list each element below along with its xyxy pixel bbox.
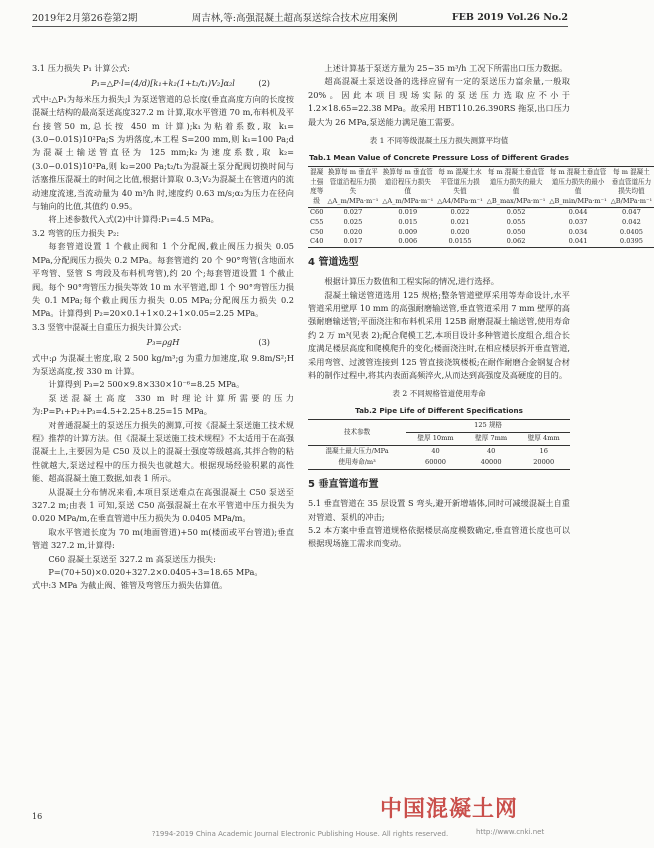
table-cell: 0.020 [343, 227, 363, 236]
table-cell: 60000 [425, 458, 446, 467]
paragraph: 取水平管道长度为 70 m(地面管道)+50 m(楼面或平台管道);垂直管道 327.2 m,计算得: [32, 526, 294, 551]
table-cell: 0.0395 [619, 237, 643, 246]
table-cell: 0.047 [622, 208, 641, 217]
paragraph: 根据计算压力数值和工程实际的情况,进行选择。 [324, 276, 499, 287]
table-1-caption-cn: 表 1 不同等级混凝土压力损失测算平均值 [369, 136, 509, 146]
table-cell: 0.042 [622, 218, 641, 226]
paragraph: 将上述参数代入式(2)中计算得:P₁=4.5 MPa。 [48, 214, 219, 225]
equation-2 [32, 77, 294, 90]
paragraph: P=(70+50)×0.020+327.2×0.0405+3=18.65 MPa。 [48, 567, 263, 578]
paragraph: 5.2 本方案中垂直管道规格依据楼层高度模数确定,垂直管道长度也可以根据现场施工需求而变动。 [308, 525, 570, 549]
paragraph: 上述计算基于泵送方量为 25~35 m³/h 工况下所需出口压力数据。 [324, 63, 568, 73]
header-issue: 2019年2月第26卷第2期 [32, 13, 138, 24]
table-cell: 0.006 [398, 237, 418, 246]
table-1-header: 每 m 混凝土垂直管道压力损失的最小值△B_min/MPa·m⁻¹ [547, 167, 608, 208]
table-cell: 0.020 [450, 227, 470, 236]
table-cell: 0.022 [450, 208, 470, 217]
table-cell: 0.019 [398, 208, 418, 217]
table-2-param-header: 技术参数 [308, 420, 406, 445]
table-cell: 16 [539, 446, 548, 455]
table-cell: 0.009 [398, 227, 418, 236]
paragraph: 混凝土输送管道选用 125 规格;整条管道壁厚采用等寿命设计,水平管道采用壁厚 10 mm 的高强耐磨输送管,垂直管道采用 7 mm 壁厚的高强耐磨输送管;平面浇注和布料机采用 125B 耐磨混凝土输送管,使用寿命约 2 万 m³(见表 2);配合爬模工艺,本项目设计多种管道长度组合,组合长度满足楼层高度和爬模爬升的变化;楼面浇注时,在相应楼层拆开垂直管道,采用弯管、过渡管连接到 125 管直接浇筑楼板;在耐作耐磨合金钢复合材料的制作过程中,将其内表面高频淬火,从而达到高强度及高硬度的目的。 [308, 289, 570, 381]
header-volume: FEB 2019 Vol.26 No.2 [451, 11, 568, 23]
table-cell: 0.044 [568, 208, 588, 217]
table-row [308, 237, 654, 247]
table-row [308, 228, 654, 238]
section-4-title: 4 管道选型 [308, 256, 359, 268]
header-title: 周吉林,等:高强混凝土超高泵送综合技术应用案例 [191, 13, 398, 24]
table-cell: 0.027 [343, 208, 363, 217]
table-row [308, 445, 570, 457]
table-1-header: 换算每 m 垂直管道沿程压力损失值△A_m/MPa·m⁻¹ [380, 167, 435, 208]
paragraph: 式中:3 MPa 为截止阀、锥管及弯管压力损失估算值。 [32, 580, 228, 591]
table-cell: 0.021 [450, 218, 470, 226]
paragraph: 计算得到 P₃=2 500×9.8×330×10⁻⁶=8.25 MPa。 [48, 379, 245, 390]
paragraph: 式中:△P₁为每米压力损失;l 为泵送管道的总长度(垂直高度方向的长度按混凝土结构的最高泵送高度327.2 m 计算,取水平管道 70 m,布料机及平台接管50 m,总长按 450 m 计算);k₁为粘着系数,取 k₁=(3.0−0.01S)10²Pa;S 为坍落度,本工程 S=200 mm,则 k₁=100 Pa;d 为混凝土输送管直径为 125 mm;k₂为速度系数,取 k₂=(3.0−0.01S)10²Pa,则 k₂=200 Pa;t₂/t₁为混凝土泵分配阀切换时间与活塞推压混凝土的时间之比值,根据计算取 0.3;V₂为混凝土在管道内的流动速度流速,当流动量为 40 m³/h 时,速度约 0.63 m/s;α₂为压力在径向与轴向的比值,其值约 0.95。 [32, 93, 294, 212]
table-2-caption-cn: 表 2 不同规格管道使用寿命 [392, 389, 486, 399]
table-1-header: 每 m 混凝土垂直管道压力损失均值△B/MPa·m⁻¹ [609, 167, 654, 208]
table-cell: 40 [431, 446, 440, 455]
paragraph: 从混凝土分布情况来看,本项目泵送难点在高强混凝土 C50 泵送至 327.2 m;由表 1 可知,泵送 C50 高强混凝土在水平管道中压力损失为 0.020 MPa/m,在垂直管道中压力损失为 0.0405 MPa/m。 [32, 486, 294, 524]
running-header [32, 8, 568, 27]
table-cell: 0.0155 [448, 237, 472, 246]
table-2-subheader: 壁厚 4mm [517, 433, 570, 446]
paragraph: 对普通混凝土的泵送压力损失的测算,可按《混凝土泵送施工技术规程》推荐的计算方法。但《混凝土泵送施工技术规程》不太适用于在高强混凝土上,主要因为是 C50 及以上的混凝土强度等级越高,其拌合物的粘性就越大,泵送过程中的压力损失也就越大。根据现场经验积累的高性能、超高混凝土施工数据,如表 1 所示。 [32, 419, 295, 484]
table-2-subheader: 壁厚 10mm [406, 433, 465, 446]
table-cell: 40000 [480, 458, 502, 467]
watermark-logo: 中国混凝土网 [380, 797, 519, 822]
copyright-notice: ?1994-2019 China Academic Journal Electronic Publishing House. All rights reserved. [151, 830, 449, 838]
table-1-caption-en: Tab.1 Mean Value of Concrete Pressure Loss of Different Grades [309, 153, 569, 163]
table-cell: 40 [486, 446, 496, 455]
table-cell: 0.062 [506, 237, 526, 246]
equation-3-number: (3) [258, 337, 270, 348]
table-1-header: 每 m 混凝土水平管道压力损失值△A4/MPa·m⁻¹ [435, 167, 485, 208]
table-2-caption-en: Tab.2 Pipe Life of Different Specifications [355, 406, 523, 416]
page-number: 16 [32, 812, 43, 821]
table-cell: 0.034 [568, 227, 588, 236]
table-row [308, 208, 654, 218]
table-cell: 使用寿命/m³ [338, 458, 376, 467]
equation-2-body: P₁=△P·l=(4/d)[k₁+k₂(1+t₂/t₁)V₂]α₂l [91, 78, 235, 89]
paragraph: 超高混凝土泵送设备的选择应留有一定的泵送压力富余量,一般取 20%。因此本项目现场实际的泵送压力选取应不小于 1.2×18.65=22.38 MPa。故采用 HBT110.26.390RS 拖泵,出口压力最大为 26 MPa,泵送能力满足施工需要。 [308, 76, 570, 127]
section-3-2-title: 3.2 弯管的压力损失 P₂: [32, 227, 120, 238]
table-row [308, 218, 654, 228]
table-cell: 0.037 [568, 218, 588, 226]
table-cell: 0.025 [343, 218, 363, 226]
equation-3-body: P₃=ρgH [146, 337, 180, 348]
paragraph: 泵送混凝土高度 330 m 时理论计算所需要的压力为:P=P₁+P₂+P₃=4.5+2.25+8.25=15 MPa。 [32, 392, 294, 417]
left-column [32, 62, 294, 593]
table-cell: C40 [310, 237, 324, 246]
right-column [308, 62, 653, 551]
watermark-url: http://www.cnki.net [476, 828, 545, 836]
section-5-title: 5 垂直管道布置 [308, 478, 379, 490]
section-3-1-title: 3.1 压力损失 P₁ 计算公式: [32, 63, 130, 73]
paragraph: C60 混凝土泵送至 327.2 m 高泵送压力损失: [48, 553, 216, 564]
equation-3 [32, 336, 294, 349]
paragraph: 每套管道设置 1 个截止阀和 1 个分配阀,截止阀压力损失 0.05 MPa,分配阀压力损失 0.2 MPa。每套管道约 20 个 90°弯管(含地面水平弯管、竖管 S 弯段及布料机弯管),约 20 个;每套管道设置 1 个截止阀。每个 90°弯管压力损失等效 10 m 水平管道,即 1 个 90°弯管压力损失 0.1 MPa;每个截止阀压力损失 0.05 MPa;分配阀压力损失 0.2 MPa。计算得到 P₂=20×0.1+1×0.2+1×0.05=2.25 MPa。 [32, 241, 294, 319]
table-cell: C60 [310, 208, 324, 217]
table-cell: C55 [310, 218, 324, 226]
table-cell: 0.0405 [619, 227, 643, 236]
table-row [308, 457, 570, 469]
section-3-3-title: 3.3 竖管中混凝土自重压力损失计算公式: [32, 321, 182, 332]
table-1 [308, 166, 654, 248]
paragraph: 式中:ρ 为混凝土密度,取 2 500 kg/m³;g 为重力加速度,取 9.8m/S²;H 为泵送高度,按 330 m 计算。 [32, 352, 294, 376]
table-1-header: 混凝土强度等级 [308, 167, 325, 208]
table-cell: C50 [310, 227, 324, 236]
table-2-spec-header: 125 规格 [406, 420, 570, 433]
table-1-header: 换算每 m 垂直平管道沿程压力损失△A_m/MPa·m⁻¹ [325, 167, 380, 208]
table-2 [308, 419, 570, 469]
paragraph: 5.1 垂直管道在 35 层设置 S 弯头,避开新增墙体,同时可减缓混凝土自重对管道、泵机的冲击; [308, 498, 570, 522]
table-cell: 20000 [533, 458, 555, 467]
table-cell: 混凝土最大压力/MPa [325, 446, 389, 455]
table-cell: 0.015 [398, 218, 418, 226]
table-cell: 0.052 [506, 208, 526, 217]
table-2-subheader: 壁厚 7mm [465, 433, 518, 446]
table-cell: 0.055 [506, 218, 526, 226]
table-cell: 0.017 [343, 237, 363, 246]
equation-2-number: (2) [258, 78, 270, 89]
table-1-header: 每 m 混凝土垂直管道压力损失的最大值△B_max/MPa·m⁻¹ [485, 167, 548, 208]
table-cell: 0.041 [568, 237, 588, 246]
table-cell: 0.050 [506, 227, 526, 236]
